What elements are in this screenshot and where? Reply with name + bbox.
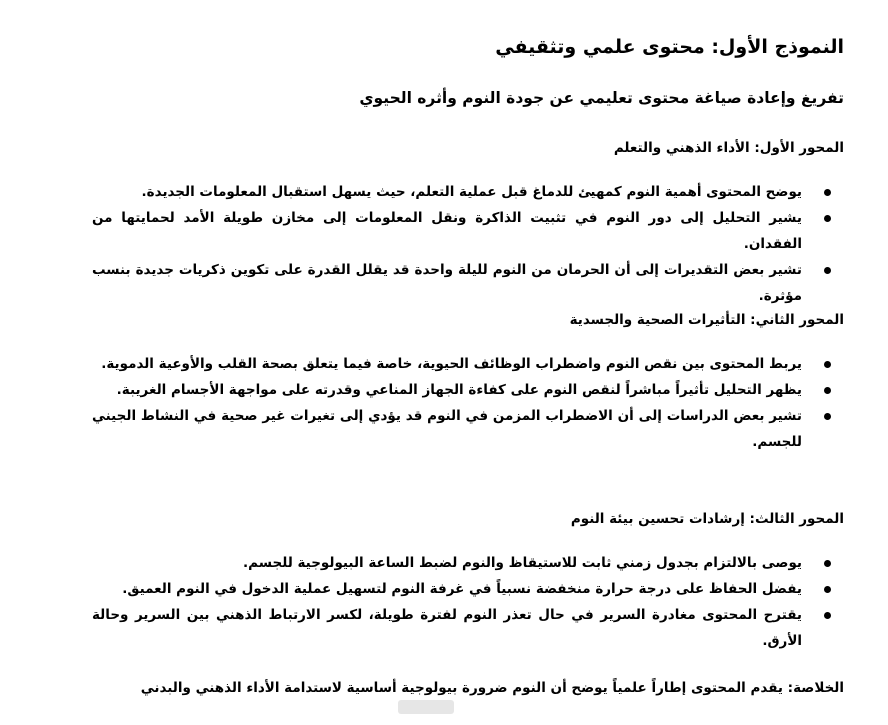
section-3-bullet-list bbox=[92, 550, 844, 654]
section-2-bullet-list bbox=[92, 351, 844, 455]
bullet-dot-icon bbox=[824, 560, 831, 567]
bullet-dot-icon bbox=[824, 586, 831, 593]
section-1-bullet-list bbox=[92, 179, 844, 309]
bullet-text: يوضح المحتوى أهمية النوم كمهيئ للدماغ قبل عملية التعلم، حيث يسهل استقبال المعلومات الجديدة. bbox=[141, 184, 802, 200]
bullet-dot-icon bbox=[824, 413, 831, 420]
bullet-dot-icon bbox=[824, 361, 831, 368]
list-item bbox=[92, 179, 844, 205]
section-heading-1: المحور الأول: الأداء الذهني والتعلم bbox=[613, 140, 844, 156]
list-item bbox=[92, 602, 844, 654]
bullet-text: يوصى بالالتزام بجدول زمني ثابت للاستيقاظ والنوم لضبط الساعة البيولوجية للجسم. bbox=[243, 555, 802, 571]
list-item bbox=[92, 550, 844, 576]
list-item bbox=[92, 205, 844, 257]
section-heading-2: المحور الثاني: التأثيرات الصحية والجسدية bbox=[569, 312, 844, 328]
watermark-mark bbox=[398, 700, 454, 714]
list-item bbox=[92, 257, 844, 309]
list-item bbox=[92, 403, 844, 455]
list-item bbox=[92, 351, 844, 377]
list-item bbox=[92, 576, 844, 602]
bullet-text: يفضل الحفاظ على درجة حرارة منخفضة نسبياً في غرفة النوم لتسهيل عملية الدخول في النوم العميق. bbox=[122, 581, 802, 597]
conclusion-text: الخلاصة: يقدم المحتوى إطاراً علمياً يوضح أن النوم ضرورة بيولوجية أساسية لاستدامة الأداء الذهني والبدني bbox=[140, 680, 844, 696]
list-item bbox=[92, 377, 844, 403]
bullet-text: يقترح المحتوى مغادرة السرير في حال تعذر النوم لفترة طويلة، لكسر الارتباط الذهني بين السرير وحالة الأرق. bbox=[92, 607, 802, 649]
bullet-text: يظهر التحليل تأثيراً مباشراً لنقص النوم على كفاءة الجهاز المناعي وقدرته على مواجهة الأجسام الغريبة. bbox=[116, 382, 802, 398]
bullet-dot-icon bbox=[824, 189, 831, 196]
bullet-text: تشير بعض الدراسات إلى أن الاضطراب المزمن في النوم قد يؤدي إلى تغيرات غير صحية في النشاط الجيني للجسم. bbox=[92, 408, 802, 450]
bullet-dot-icon bbox=[824, 612, 831, 619]
bullet-text: يشير التحليل إلى دور النوم في تثبيت الذاكرة ونقل المعلومات إلى مخازن طويلة الأمد لحمايتها من الفقدان. bbox=[92, 210, 802, 252]
bullet-text: يربط المحتوى بين نقص النوم واضطراب الوظائف الحيوية، خاصة فيما يتعلق بصحة القلب والأوعية الدموية. bbox=[101, 356, 802, 372]
bullet-dot-icon bbox=[824, 267, 831, 274]
document-title: النموذج الأول: محتوى علمي وتثقيفي bbox=[495, 36, 844, 58]
bullet-dot-icon bbox=[824, 215, 831, 222]
section-heading-3: المحور الثالث: إرشادات تحسين بيئة النوم bbox=[570, 511, 844, 527]
document-subtitle: تفريغ وإعادة صياغة محتوى تعليمي عن جودة النوم وأثره الحيوي bbox=[359, 89, 844, 107]
bullet-dot-icon bbox=[824, 387, 831, 394]
bullet-text: تشير بعض التقديرات إلى أن الحرمان من النوم لليلة واحدة قد يقلل القدرة على تكوين ذكريات جديدة بنسب مؤثرة. bbox=[92, 262, 802, 304]
